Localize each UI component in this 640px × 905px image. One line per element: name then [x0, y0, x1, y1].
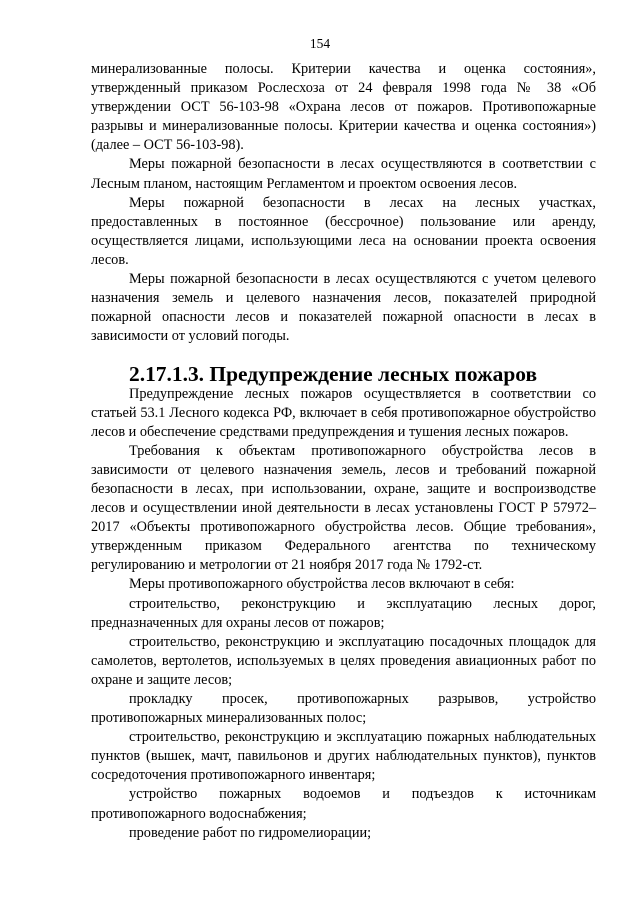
- section-heading: 2.17.1.3. Предупреждение лесных пожаров: [129, 362, 538, 387]
- paragraph: Меры пожарной безопасности в лесах на лесных участках, предоставленных в постоянное (бессрочное) пользование или аренду, осуществляется лицами, использующими леса на основании проекта освоения лесов.: [91, 194, 596, 268]
- page-number: 154: [309, 36, 331, 51]
- list-item: проведение работ по гидромелиорации;: [129, 824, 372, 841]
- document-body: [91, 60, 596, 843]
- list-item: строительство, реконструкцию и эксплуатацию лесных дорог, предназначенных для охраны лесов от пожаров;: [91, 595, 596, 631]
- paragraph: минерализованные полосы. Критерии качества и оценка состояния», утвержденный приказом Рослесхоза от 24 февраля 1998 года № 38 «Об утверждении ОСТ 56-103-98 «Охрана лесов от пожаров. Противопожарные разрывы и минерализованные полосы. Критерии качества и оценка состояния») (далее – ОСТ 56-103-98).: [91, 61, 596, 154]
- list-item: строительство, реконструкцию и эксплуатацию пожарных наблюдательных пунктов (вышек, мачт, павильонов и других наблюдательных пунктов), пунктов сосредоточения противопожарного инвентаря;: [91, 729, 596, 784]
- paragraph: Меры противопожарного обустройства лесов включают в себя:: [129, 576, 515, 593]
- paragraph: Меры пожарной безопасности в лесах осуществляются с учетом целевого назначения земель и целевого назначения лесов, показателей природной пожарной опасности лесов и показателей пожарной опасности в лесах в зависимости от условий погоды.: [91, 271, 596, 345]
- list-item: прокладку просек, противопожарных разрывов, устройство противопожарных минерализованных полос;: [91, 691, 596, 727]
- paragraph: Меры пожарной безопасности в лесах осуществляются в соответствии с Лесным планом, настоящим Регламентом и проектом освоения лесов.: [91, 156, 596, 192]
- list-item: устройство пожарных водоемов и подъездов к источникам противопожарного водоснабжения;: [91, 786, 596, 822]
- list-item: строительство, реконструкцию и эксплуатацию посадочных площадок для самолетов, вертолетов, используемых в целях проведения авиационных работ по охране и защите лесов;: [91, 633, 596, 688]
- paragraph: Требования к объектам противопожарного обустройства лесов в зависимости от целевого назначения земель, лесов и требований пожарной безопасности в лесах, при использовании, охране, защите и воспроизводстве лесов и осуществлении иной деятельности в лесах установлены ГОСТ Р 57972–2017 «Объекты противопожарного обустройства лесов. Общие требования», утвержденным приказом Федерального агентства по техническому регулированию и метрологии от 21 ноября 2017 года № 1792-ст.: [91, 442, 596, 574]
- paragraph: Предупреждение лесных пожаров осуществляется в соответствии со статьей 53.1 Лесного кодекса РФ, включает в себя противопожарное обустройство лесов и обеспечение средствами предупреждения и тушения лесных пожаров.: [91, 385, 596, 440]
